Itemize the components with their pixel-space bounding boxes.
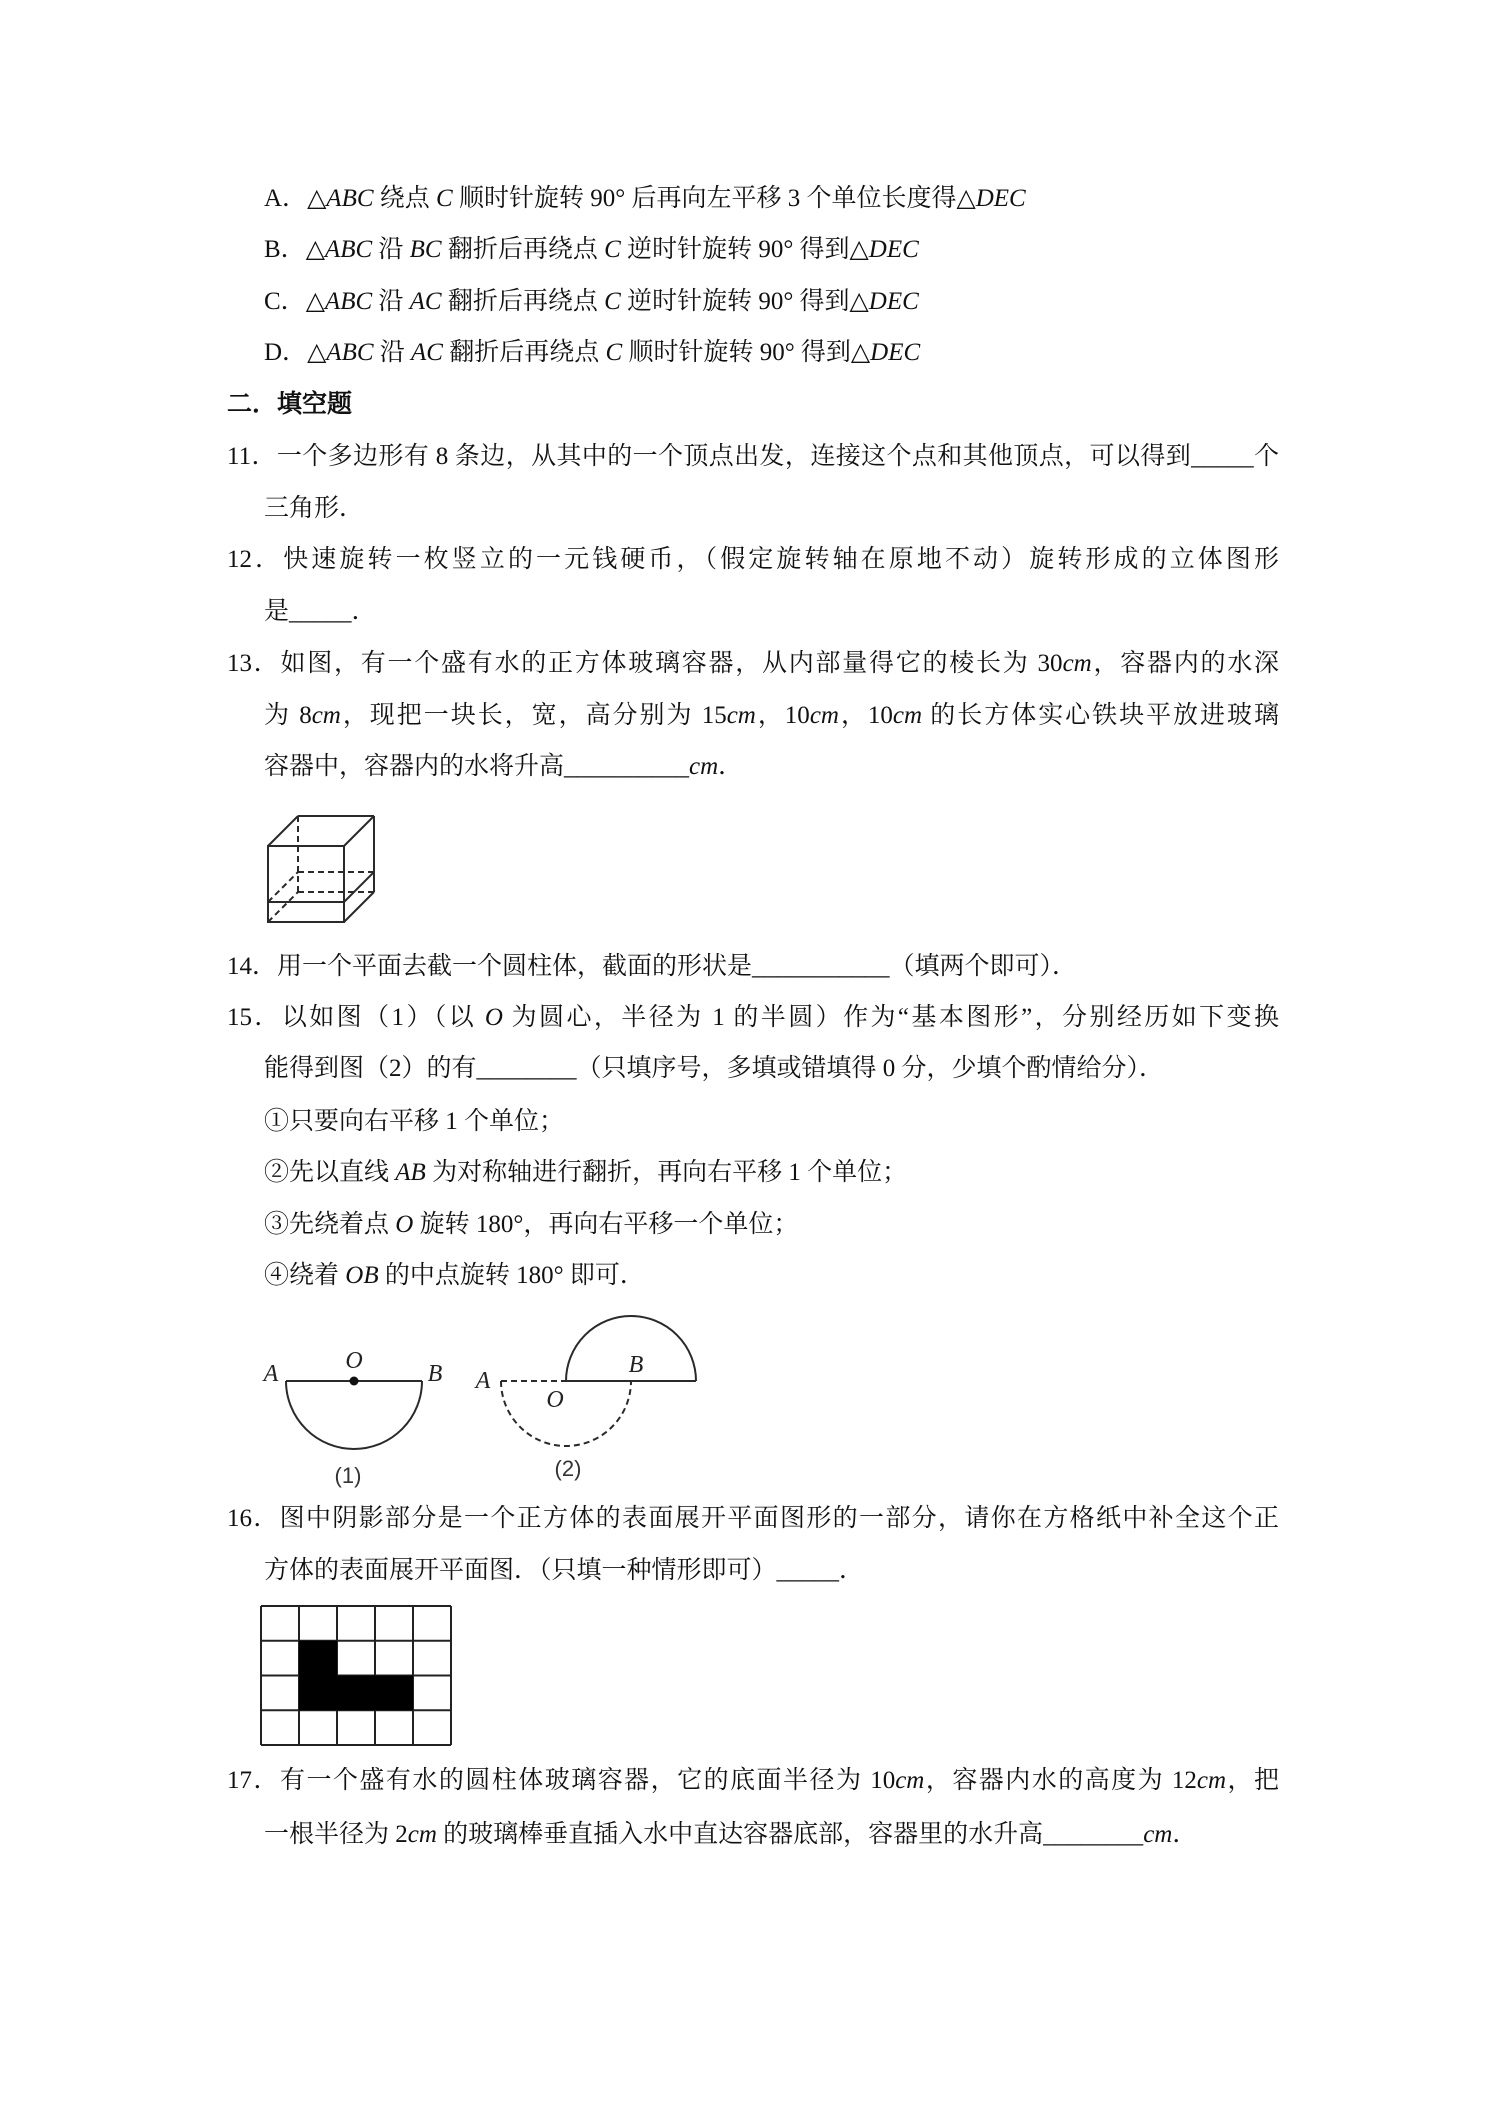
question-text: ． [1172, 1821, 1198, 1848]
segment-label: OB [345, 1262, 379, 1289]
label-o: O [546, 1387, 564, 1413]
question-text: 有一个盛有水的圆柱体玻璃容器，它的底面半径为 10 [279, 1767, 896, 1794]
q15-line-1 [227, 998, 1279, 1038]
cube-hidden-edge [268, 892, 298, 922]
unit-cm: cm [1143, 1821, 1173, 1848]
question-text: 用一个平面去截一个圆柱体，截面的形状是___________（填两个即可）． [277, 953, 1078, 980]
question-text: ，把 [1226, 1767, 1279, 1794]
unit-cm: cm [892, 702, 923, 729]
question-text: 图中阴影部分是一个正方体的表面展开平面图形的一部分，请你在方格纸中补全这个正 [279, 1505, 1279, 1532]
q16-line-2 [264, 1551, 1279, 1591]
unit-cm: cm [895, 1767, 925, 1794]
question-number: 11． [227, 443, 277, 470]
option-math: BC [409, 236, 442, 263]
shaded-cells-vertical [299, 1641, 337, 1711]
q17-line-2 [264, 1815, 1279, 1855]
option-d [264, 333, 1279, 373]
q12-line-2 [264, 592, 1279, 632]
question-text: ，容器内的水深 [1091, 650, 1279, 677]
q11-line-1 [227, 437, 1279, 477]
option-math: ABC [326, 185, 374, 212]
option-math: C [436, 185, 453, 212]
label-a: A [263, 1361, 279, 1387]
unit-cm: cm [1196, 1767, 1227, 1794]
line-label: AB [395, 1159, 426, 1186]
q15-choice-3 [264, 1205, 1279, 1245]
q15-line-2 [264, 1049, 1279, 1089]
question-text: 快速旋转一枚竖立的一元钱硬币，（假定旋转轴在原地不动）旋转形成的立体图形 [283, 546, 1279, 573]
option-text: 沿 [373, 339, 412, 366]
q13-line-2 [264, 696, 1279, 736]
option-math: C [604, 288, 621, 315]
center-dot [350, 1377, 359, 1386]
option-text: 翻折后再绕点 [441, 288, 605, 315]
option-b [264, 230, 1279, 270]
question-text: 为圆心，半径为 1 的半圆）作为“基本图形”，分别经历如下变换 [502, 1004, 1279, 1031]
question-text: ，容器内水的高度为 12 [924, 1767, 1197, 1794]
question-text: 能得到图（2）的有________（只填序号，多填或错填得 0 分，少填个酌情给分）． [264, 1055, 1165, 1082]
question-text: 方体的表面展开平面图．（只填一种情形即可）_____． [264, 1557, 865, 1584]
q12-line-1 [227, 540, 1279, 580]
semicircle-figures [255, 1308, 707, 1494]
question-text: 容器中，容器内的水将升高__________ [264, 753, 690, 780]
cube-edge [268, 816, 298, 846]
question-text: 是_____． [264, 598, 377, 625]
q14-line-1 [227, 947, 1279, 987]
question-text: 的长方体实心铁块平放进玻璃 [922, 702, 1279, 729]
choice-text: ①只要向右平移 1 个单位； [264, 1108, 565, 1135]
section-title: 二．填空题 [227, 391, 353, 418]
unit-cm: cm [311, 702, 341, 729]
question-text: 以如图（1）（以 [281, 1004, 485, 1031]
option-math: AC [409, 288, 442, 315]
choice-text: 旋转 180°，再向右平移一个单位； [413, 1211, 799, 1238]
option-math: DEC [870, 339, 921, 366]
option-text: 翻折后再绕点 [441, 236, 605, 263]
label-b: B [628, 1352, 644, 1378]
q15-choice-1 [264, 1102, 1279, 1142]
option-math: DEC [868, 236, 919, 263]
choice-text: ③先绕着点 [264, 1211, 396, 1238]
dashed-lower-semicircle [501, 1381, 631, 1446]
option-math: ABC [324, 236, 373, 263]
option-math: DEC [868, 288, 919, 315]
question-text: ，10 [838, 702, 893, 729]
option-math: AC [411, 339, 443, 366]
question-number: 14． [227, 953, 278, 980]
figure-2 [474, 1316, 696, 1481]
question-text: 三角形． [264, 495, 365, 522]
option-a [264, 179, 1279, 219]
q17-line-1 [227, 1761, 1279, 1801]
question-text: ． [718, 753, 744, 780]
figure-caption: (2) [554, 1456, 582, 1481]
option-text: 翻折后再绕点 [442, 339, 606, 366]
question-text: 为 8 [264, 702, 312, 729]
option-math: DEC [975, 185, 1026, 212]
option-text: 逆时针旋转 90° 得到△ [620, 288, 869, 315]
question-number: 17． [227, 1767, 280, 1794]
unit-cm: cm [809, 702, 839, 729]
option-text: 沿 [372, 288, 410, 315]
option-label: B． [264, 236, 306, 263]
question-number: 15． [227, 1004, 282, 1031]
unit-cm: cm [407, 1821, 437, 1848]
option-c [264, 282, 1279, 322]
question-text: ，现把一块长，宽，高分别为 15 [340, 702, 727, 729]
option-text: 顺时针旋转 90° 后再向左平移 3 个单位长度得△ [452, 185, 976, 212]
question-number: 16． [227, 1505, 280, 1532]
unit-cm: cm [1062, 650, 1092, 677]
label-o: O [345, 1348, 363, 1374]
q11-line-2 [264, 489, 1279, 529]
cube-container-figure [262, 810, 380, 928]
option-label: C． [264, 288, 306, 315]
question-text: ，10 [755, 702, 810, 729]
option-text: 顺时针旋转 90° 得到△ [622, 339, 871, 366]
question-text: 一根半径为 2 [264, 1821, 408, 1848]
figure-1 [262, 1348, 443, 1488]
shaded-cells-horizontal [337, 1676, 413, 1711]
question-text: 如图，有一个盛有水的正方体玻璃容器，从内部量得它的棱长为 30 [280, 650, 1063, 677]
question-text: 一个多边形有 8 条边，从其中的一个顶点出发，连接这个点和其他顶点，可以得到_____个 [276, 443, 1279, 470]
grid-paper-figure [259, 1604, 453, 1747]
q15-choice-2 [264, 1153, 1279, 1193]
option-text: 逆时针旋转 90° 得到△ [620, 236, 869, 263]
q13-line-3 [264, 747, 1279, 787]
option-text: △ [305, 288, 325, 315]
q16-line-1 [227, 1499, 1279, 1539]
point-label: O [395, 1211, 414, 1238]
question-number: 12． [227, 546, 284, 573]
question-text: 的玻璃棒垂直插入水中直达容器底部，容器里的水升高________ [436, 1821, 1144, 1848]
option-label: A． [264, 185, 308, 212]
option-math: C [604, 236, 621, 263]
cube-front-face [268, 846, 344, 922]
label-b: B [427, 1361, 443, 1387]
q13-line-1 [227, 644, 1279, 684]
lower-semicircle [286, 1381, 422, 1449]
choice-text: 的中点旋转 180° 即可． [378, 1262, 645, 1289]
option-text: 绕点 [373, 185, 437, 212]
choice-text: ④绕着 [264, 1262, 346, 1289]
q15-choice-4 [264, 1256, 1279, 1296]
label-a: A [475, 1368, 491, 1394]
point-label: O [484, 1004, 503, 1031]
cube-edge [344, 816, 374, 846]
unit-cm: cm [726, 702, 756, 729]
option-math: ABC [324, 288, 373, 315]
option-label: D． [264, 339, 308, 366]
option-math: ABC [326, 339, 374, 366]
option-text: △ [305, 236, 325, 263]
choice-text: ②先以直线 [264, 1159, 396, 1186]
question-number: 13． [227, 650, 281, 677]
option-text: △ [307, 185, 327, 212]
option-math: C [605, 339, 623, 366]
unit-cm: cm [689, 753, 719, 780]
figure-caption: (1) [334, 1463, 362, 1488]
choice-text: 为对称轴进行翻折，再向右平移 1 个单位； [425, 1159, 908, 1186]
option-text: △ [307, 339, 327, 366]
option-text: 沿 [372, 236, 410, 263]
